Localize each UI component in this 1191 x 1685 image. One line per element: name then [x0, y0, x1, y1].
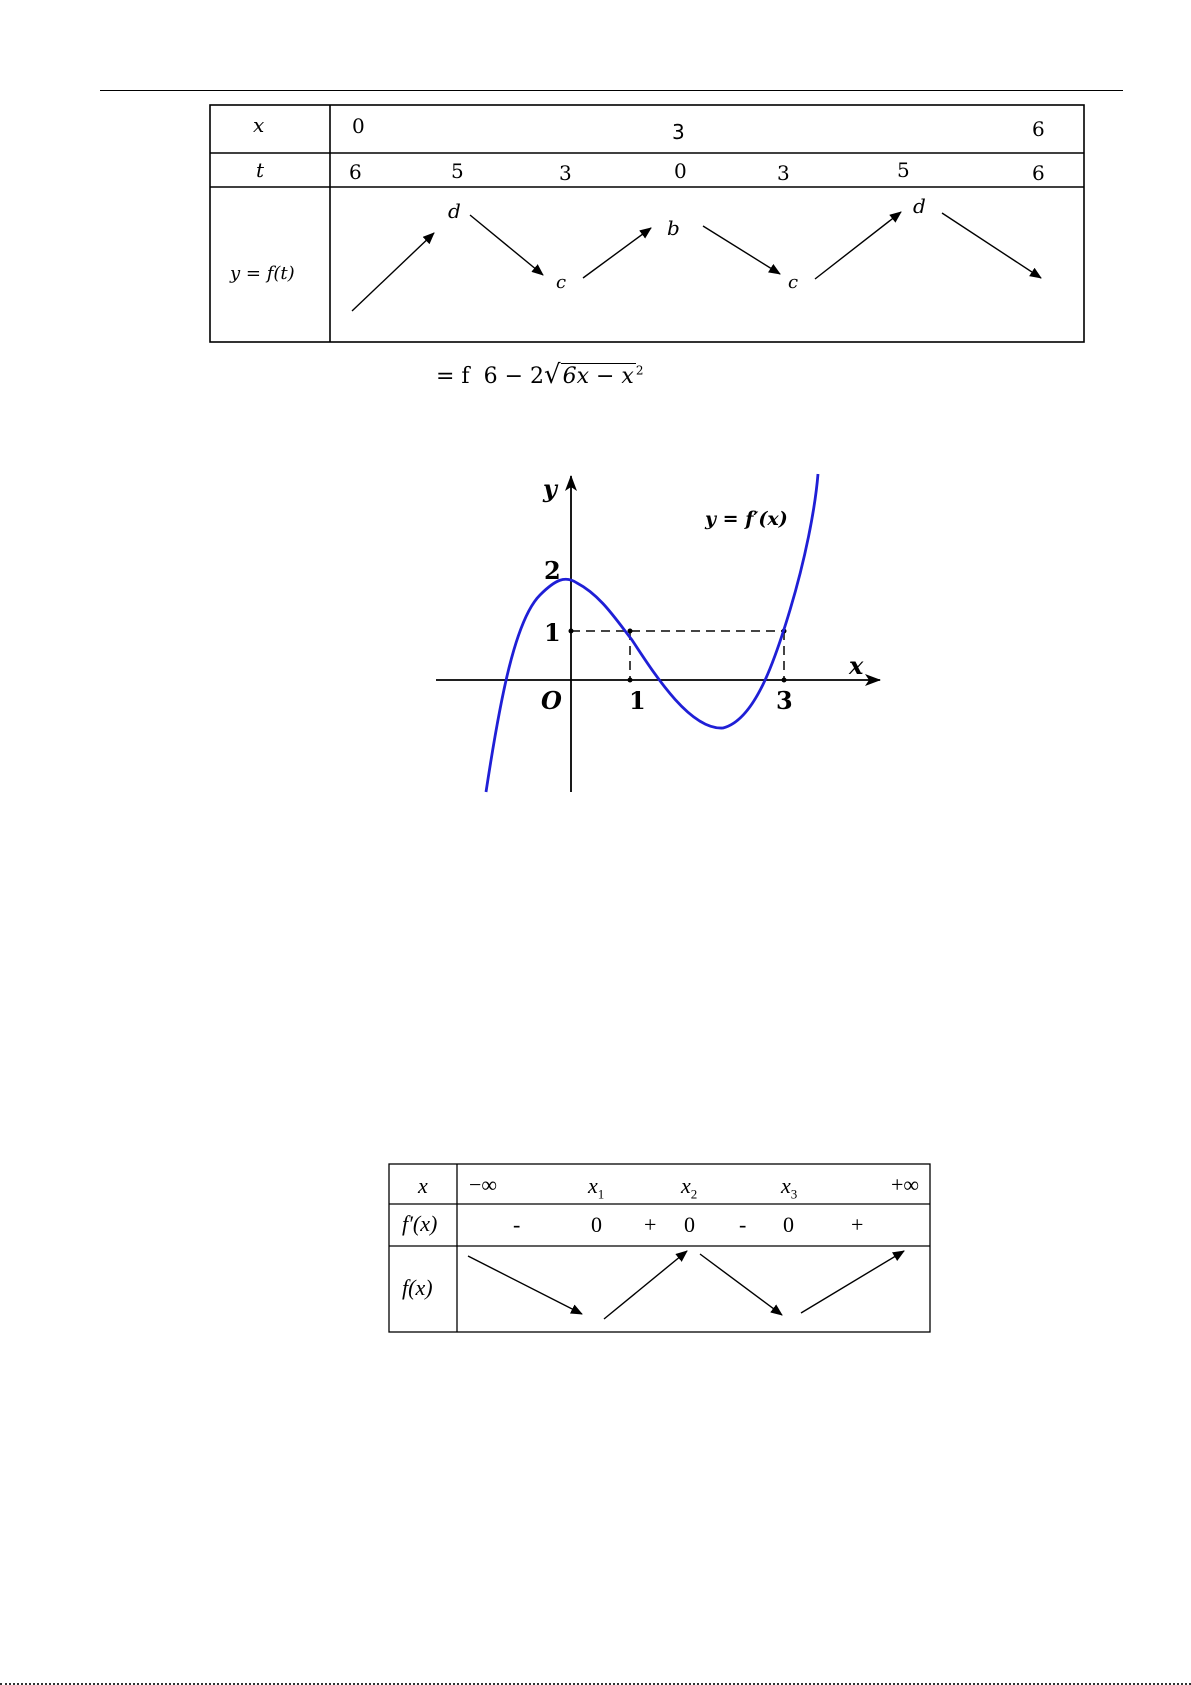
table2-x1-text: x [588, 1173, 598, 1198]
t2-arrow-up-2 [801, 1251, 904, 1313]
table1-label-t: t [256, 158, 265, 182]
table2-x2-sub: 2 [690, 1186, 698, 1202]
table1-t-6: 6 [1032, 161, 1045, 185]
table1-t-4: 3 [777, 161, 790, 185]
formula-radicand: 6x − x [562, 364, 634, 389]
x-axis-label: x [849, 651, 864, 680]
table2-x1-sub: 1 [597, 1186, 605, 1202]
table2-x3-text: x [781, 1173, 791, 1198]
point-1-1 [628, 629, 633, 634]
table1-t-0: 6 [349, 160, 362, 184]
y-axis-label: y [543, 474, 557, 503]
t2-arrow-down-1 [468, 1256, 582, 1314]
table1-label-y: y = f(t) [230, 263, 295, 284]
table1-f-d-1: d [448, 199, 461, 223]
formula-prefix: = f [436, 364, 470, 389]
x-tick-1: 1 [629, 686, 646, 715]
table1-f-b: b [667, 216, 680, 240]
formula-exponent: 2 [635, 363, 644, 378]
point-x1 [628, 678, 633, 683]
table2-x3-sub: 3 [790, 1186, 798, 1202]
table1-t-2: 3 [559, 161, 572, 185]
table1-t-1: 5 [451, 159, 464, 183]
x-tick-3: 3 [776, 686, 793, 715]
derivative-graph [0, 0, 1191, 820]
table1-f-c-2: c [788, 272, 799, 293]
table2-x2-text: x [681, 1173, 691, 1198]
table1-x-2: 6 [1032, 117, 1045, 141]
origin-label: O [541, 686, 562, 715]
table2-x2 [681, 1173, 697, 1202]
formula-body: 6 − 2 [483, 364, 544, 389]
table2-x3 [781, 1173, 797, 1202]
t2-arrow-down-2 [700, 1254, 782, 1315]
table2-sign-2: + [644, 1212, 657, 1237]
table2-sign-3: 0 [684, 1212, 695, 1237]
point-x3 [782, 678, 787, 683]
table2-label-f: f(x) [402, 1275, 433, 1300]
table2-label-fprime: f′(x) [402, 1211, 438, 1236]
table2-x-neg-inf: −∞ [469, 1172, 498, 1197]
table1-f-c-1: c [556, 272, 567, 293]
sqrt-sign: √ [544, 360, 561, 390]
t2-arrow-up-1 [604, 1251, 687, 1319]
table2-sign-5: 0 [783, 1212, 794, 1237]
table2-label-x: x [418, 1173, 428, 1198]
table2-sign-1: 0 [591, 1212, 602, 1237]
table1-t-3: 0 [674, 159, 687, 183]
table2-sign-6: + [851, 1212, 864, 1237]
table1-x-1: 3 [672, 120, 685, 144]
curve-label: y = f′(x) [705, 508, 788, 530]
table1-x-0: 0 [352, 114, 365, 138]
table2-x-pos-inf: +∞ [891, 1172, 920, 1197]
y-tick-2: 2 [544, 556, 561, 585]
table1-t-5: 5 [897, 158, 910, 182]
guide-lines [571, 631, 784, 680]
table2-sign-0: - [513, 1212, 521, 1237]
point-y1 [569, 629, 574, 634]
table2-sign-4: - [739, 1212, 747, 1237]
y-tick-1: 1 [544, 618, 561, 647]
table1-f-d-2: d [913, 194, 926, 218]
table2-x1 [588, 1173, 604, 1202]
table1-label-x: x [253, 113, 265, 137]
